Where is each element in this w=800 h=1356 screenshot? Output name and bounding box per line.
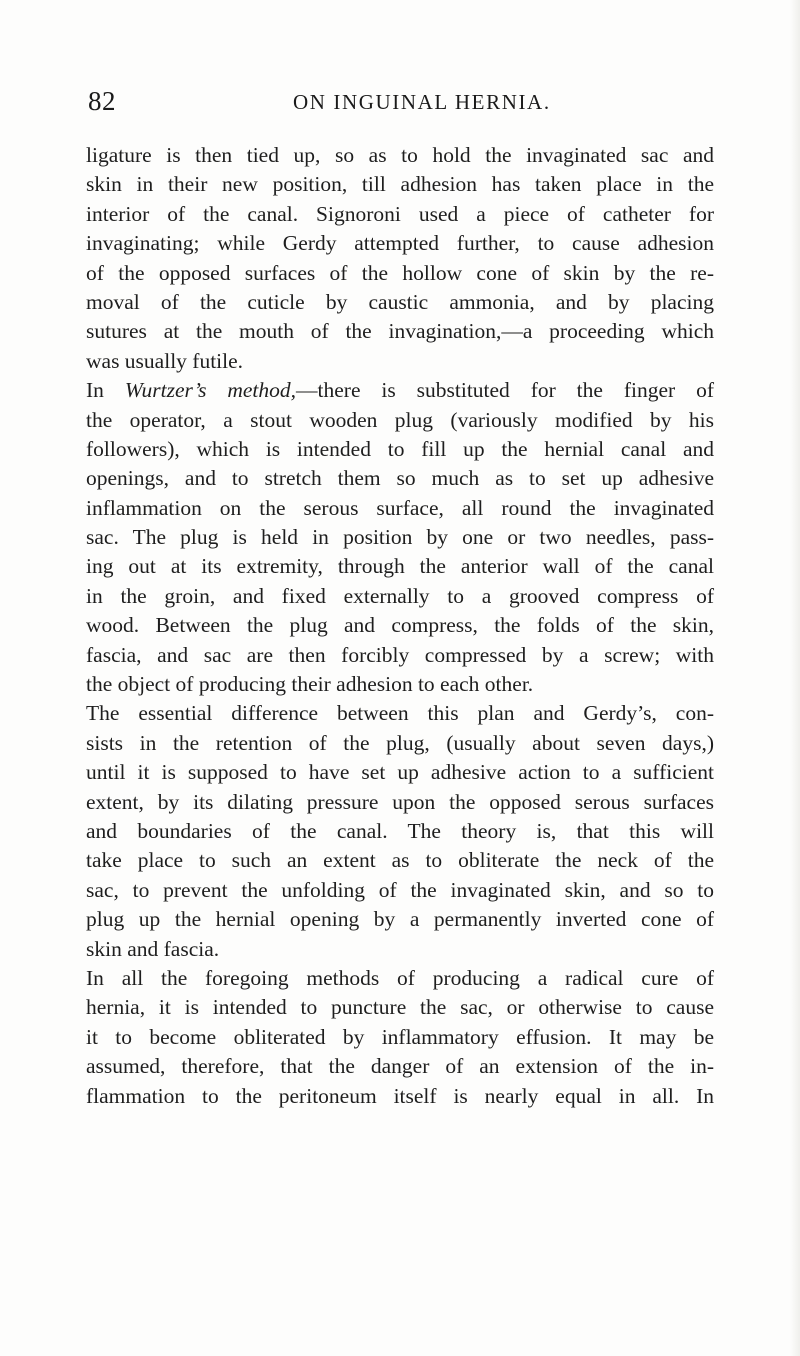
text-line: invaginating; while Gerdy attempted further, to cause adhesion <box>86 231 714 256</box>
text-line: plug up the hernial opening by a permanently inverted cone of <box>86 907 714 932</box>
text-line: interior of the canal. Signoroni used a piece of catheter for <box>86 201 714 226</box>
page-header <box>88 86 714 118</box>
text-line: skin in their new position, till adhesion has taken place in the <box>86 172 714 197</box>
text-line: flammation to the peritoneum itself is nearly equal in all. In <box>86 1083 714 1108</box>
text-line: sac. The plug is held in position by one or two needles, pass- <box>86 525 714 550</box>
body-text <box>86 141 714 1111</box>
text-line: wood. Between the plug and compress, the folds of the skin, <box>86 613 714 638</box>
page-number: 82 <box>88 86 116 116</box>
text-line: sac, to prevent the unfolding of the invaginated skin, and so to <box>86 877 714 902</box>
text-line: assumed, therefore, that the danger of an extension of the in- <box>86 1054 714 1079</box>
text-line: the operator, a stout wooden plug (variously modified by his <box>86 407 714 432</box>
text-line: and boundaries of the canal. The theory is, that this will <box>86 818 714 843</box>
text-line: fascia, and sac are then forcibly compressed by a screw; with <box>86 642 714 667</box>
text-line: of the opposed surfaces of the hollow cone of skin by the re- <box>86 260 714 285</box>
text-line: take place to such an extent as to obliterate the neck of the <box>86 848 714 873</box>
text-line: extent, by its dilating pressure upon the opposed serous surfaces <box>86 789 714 814</box>
text-line: inflammation on the serous surface, all round the invaginated <box>86 495 714 520</box>
wurtzer-method-italic: Wurtzer’s method, <box>124 378 297 403</box>
text-line: it to become obliterated by inflammatory effusion. It may be <box>86 1024 714 1049</box>
text-line: The essential difference between this plan and Gerdy’s, con- <box>86 701 714 726</box>
text-line: ligature is then tied up, so as to hold the invaginated sac and <box>86 143 714 167</box>
text-line: the object of producing their adhesion to each other. <box>86 672 534 697</box>
text-line: in the groin, and fixed externally to a grooved compress of <box>86 583 714 608</box>
text-line: was usually futile. <box>86 348 244 373</box>
text-line: sutures at the mouth of the invagination,—a proceeding which <box>86 319 714 344</box>
text-line: sists in the retention of the plug, (usually about seven days,) <box>86 730 714 755</box>
text-line: hernia, it is intended to puncture the sac, or otherwise to cause <box>86 995 714 1020</box>
text-line: until it is supposed to have set up adhesive action to a sufficient <box>86 760 714 785</box>
text-line: openings, and to stretch them so much as to set up adhesive <box>86 466 714 491</box>
wurtzer-prefix: In <box>86 378 125 403</box>
text-line: followers), which is intended to fill up the hernial canal and <box>86 436 714 461</box>
text-line: moval of the cuticle by caustic ammonia, and by placing <box>86 289 714 314</box>
running-title: ON INGUINAL HERNIA. <box>293 90 551 114</box>
text-line: ing out at its extremity, through the anterior wall of the canal <box>86 554 714 579</box>
page-edge-shadow <box>790 0 800 1356</box>
text-line-wurtzer <box>86 376 714 405</box>
text-line: skin and fascia. <box>86 936 220 961</box>
wurtzer-suffix: —there is substituted for the finger of <box>296 378 714 403</box>
text-line: In all the foregoing methods of producing a radical cure of <box>86 965 714 990</box>
